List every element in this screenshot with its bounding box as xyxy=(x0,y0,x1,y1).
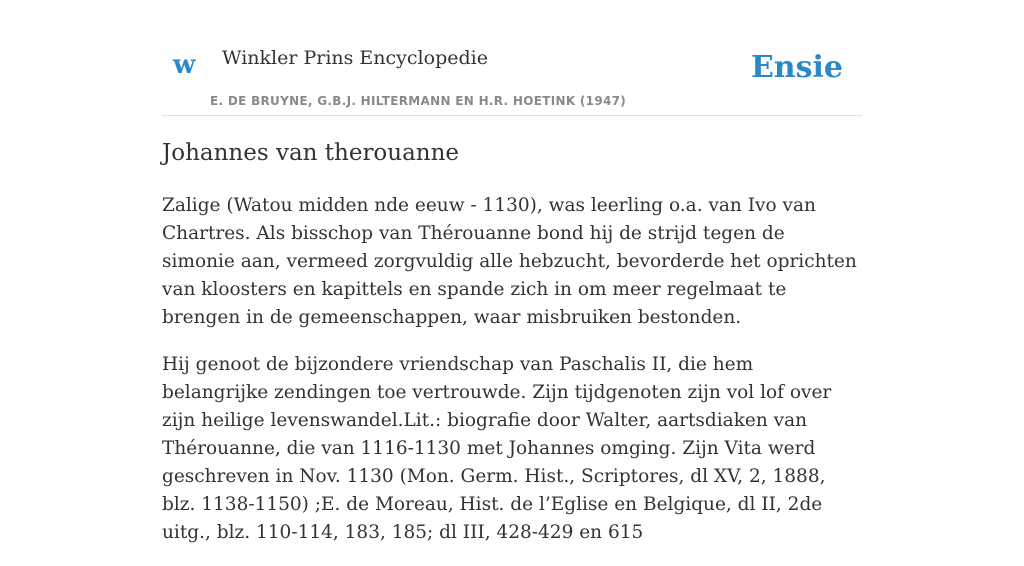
article-body xyxy=(162,192,862,566)
page-container xyxy=(162,0,862,543)
publication-title[interactable]: Winkler Prins Encyclopedie xyxy=(222,47,488,69)
publication-logo-icon[interactable]: w xyxy=(173,50,196,80)
article-paragraph: Hij genoot de bijzondere vriendschap van Paschalis II, die hem belangrijke zendingen toe vertrouwde. Zijn tijdgenoten zijn vol lof over zijn heilige levenswandel.Lit.: biografie door Walter, aartsdiaken van Thérouanne, die van 1116-1130 met Johannes omging. Zijn Vita werd geschreven in Nov. 1130 (Mon. Germ. Hist., Scriptores, dl XV, 2, 1888, blz. 1138-1150) ;E. de Moreau, Hist. de l’Eglise en Belgique, dl II, 2de uitg., blz. 110-114, 183, 185; dl III, 428-429 en 615 xyxy=(162,354,832,543)
brand-logo[interactable]: Ensie xyxy=(750,50,843,85)
article-title: Johannes van therouanne xyxy=(162,140,460,166)
publication-authors: E. DE BRUYNE, G.B.J. HILTERMANN EN H.R. HOETINK (1947) xyxy=(210,94,627,108)
site-header xyxy=(162,0,862,116)
article-paragraph: Zalige (Watou midden nde eeuw - 1130), was leerling o.a. van Ivo van Chartres. Als bisschop van Thérouanne bond hij de strijd tegen de simonie aan, vermeed zorgvuldig alle hebzucht, bevorderde het oprichten van kloosters en kapittels en spande zich in om meer regelmaat te brengen in de gemeenschappen, waar misbruiken bestonden. xyxy=(162,195,857,328)
